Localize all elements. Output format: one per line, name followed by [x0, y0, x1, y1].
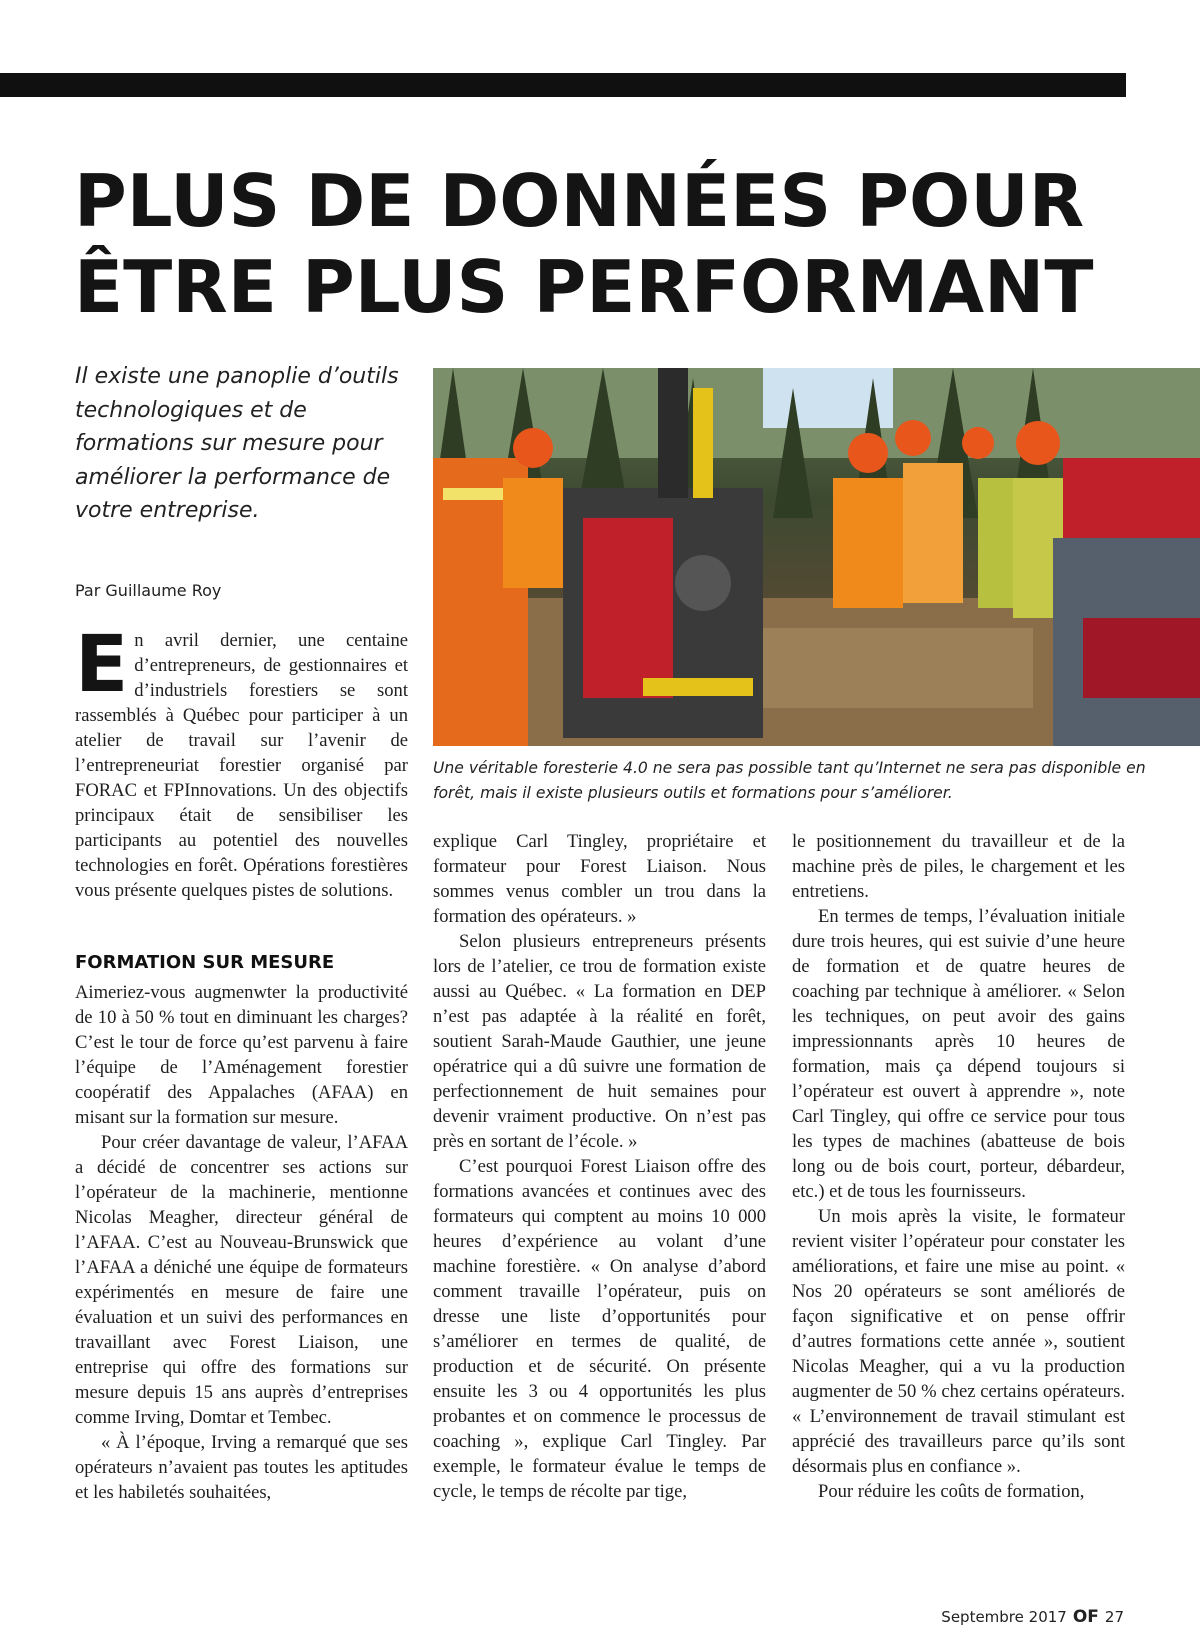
article-column-1-bottom — [75, 980, 408, 1505]
footer-page-number: 27 — [1104, 1608, 1124, 1626]
paragraph-5: explique Carl Tingley, propriétaire et formateur pour Forest Liaison. Nous sommes venus combler un trou dans la formation des opérateurs. » — [433, 831, 766, 927]
paragraph-10: Un mois après la visite, le formateur revient visiter l’opérateur pour constater les améliorations, et faire une mise au point. « Nos 20 opérateurs se sont améliorés de façon significative et on pense offrir d’autres formations cette année », soutient Nicolas Meagher, qui a vu la production augmenter de 50 % chez certains opérateurs. « L’environnement de travail stimulant est apprécié des travailleurs parce qu’ils sont désormais plus en confiance ». — [792, 1206, 1125, 1477]
headline-line-2: ÊTRE PLUS PERFORMANT — [74, 245, 1094, 329]
paragraph-1-text: n avril dernier, une centaine d’entrepreneurs, de gestionnaires et d’industriels forestiers se sont rassemblés à Québec pour participer à un atelier de travail sur l’avenir de l’entrepreneuriat forestier organisé par FORAC et FPInnovations. Un des objectifs principaux était de sensibiliser les participants au potentiel des nouvelles technologies en forêt. Opérations forestières vous présente quelques pistes de solutions. — [75, 630, 408, 901]
photo-caption: Une véritable foresterie 4.0 ne sera pas possible tant qu’Internet ne sera pas disponible en forêt, mais il existe plusieurs outils et formations pour s’améliorer. — [433, 759, 1146, 802]
paragraph-9: En termes de temps, l’évaluation initiale dure trois heures, qui est suivie d’une heure de formation et de quatre heures de coaching par technique à améliorer. « Selon les techniques, on peut avoir des gains impressionnants après 10 heures de formation, mais ça dépend toujours si l’opérateur est ouvert à apprendre », note Carl Tingley, qui offre ce service pour tous les types de machines (abatteuse de bois long ou de bois court, porteur, débardeur, etc.) et de tous les fournisseurs. — [792, 906, 1125, 1202]
footer-issue: Septembre 2017 — [941, 1608, 1067, 1626]
paragraph-4: « À l’époque, Irving a remarqué que ses opérateurs n’avaient pas toutes les aptitudes et les habiletés souhaitées, — [75, 1432, 408, 1503]
article-column-2 — [433, 829, 766, 1504]
paragraph-6: Selon plusieurs entrepreneurs présents lors de l’atelier, ce trou de formation existe aussi au Québec. « La formation en DEP n’est pas adaptée à la réalité en forêt, soutient Sarah-Maude Gauthier, une jeune opératrice qui a dû suivre une formation de perfectionnement de huit semaines pour devenir vraiment productive. On n’est pas près en sortant de l’école. » — [433, 931, 766, 1152]
paragraph-2: Aimeriez-vous augmenwter la productivité de 10 à 50 % tout en diminuant les charges? C’est le tour de force qu’est parvenu à faire l’équipe de l’Aménagement forestier coopératif des Appalaches (AFAA) en misant sur la formation sur mesure. — [75, 982, 408, 1128]
article-column-3 — [792, 829, 1125, 1504]
intro-deck: Il existe une panoplie d’outils technologiques et de formations sur mesure pour améliorer la performance de votre entreprise. — [75, 364, 399, 523]
article-column-1-top — [75, 620, 408, 903]
drop-cap: E — [75, 620, 129, 710]
page-footer — [941, 1607, 1124, 1627]
headline-line-1: PLUS DE DONNÉES POUR — [74, 159, 1085, 243]
section-subhead: FORMATION SUR MESURE — [75, 952, 335, 973]
headline — [74, 158, 1134, 330]
paragraph-3: Pour créer davantage de valeur, l’AFAA a décidé de concentrer ses actions sur l’opérateur de la machinerie, mentionne Nicolas Meagher, directeur général de l’AFAA. C’est au Nouveau-Brunswick que l’AFAA a déniché une équipe de formateurs expérimentés en mesure de faire une évaluation et un suivi des performances en travaillant avec Forest Liaison, une entreprise qui offre des formations sur mesure depuis 15 ans auprès d’entreprises comme Irving, Domtar et Tembec. — [75, 1132, 408, 1428]
photo-illustration — [433, 368, 1200, 746]
paragraph-11: Pour réduire les coûts de formation, — [818, 1481, 1085, 1502]
forestry-crew-photo — [433, 368, 1200, 746]
footer-magazine-logo: OF — [1072, 1607, 1099, 1627]
paragraph-8: le positionnement du travailleur et de la machine près de piles, le chargement et les entretiens. — [792, 831, 1125, 902]
byline: Par Guillaume Roy — [75, 581, 222, 600]
paragraph-7: C’est pourquoi Forest Liaison offre des formations avancées et continues avec des formateurs qui comptent au moins 10 000 heures d’expérience au volant d’une machine forestière. « On analyse d’abord comment travaille l’opérateur, puis on dresse une liste d’opportunités pour s’améliorer en termes de qualité, de production et de sécurité. On présente ensuite les 3 ou 4 opportunités les plus probantes et on commence le processus de coaching », explique Carl Tingley. Par exemple, le formateur évalue le temps de cycle, le temps de récolte par tige, — [433, 1156, 766, 1502]
paragraph-1 — [75, 620, 408, 903]
top-rule-bar — [0, 73, 1126, 97]
